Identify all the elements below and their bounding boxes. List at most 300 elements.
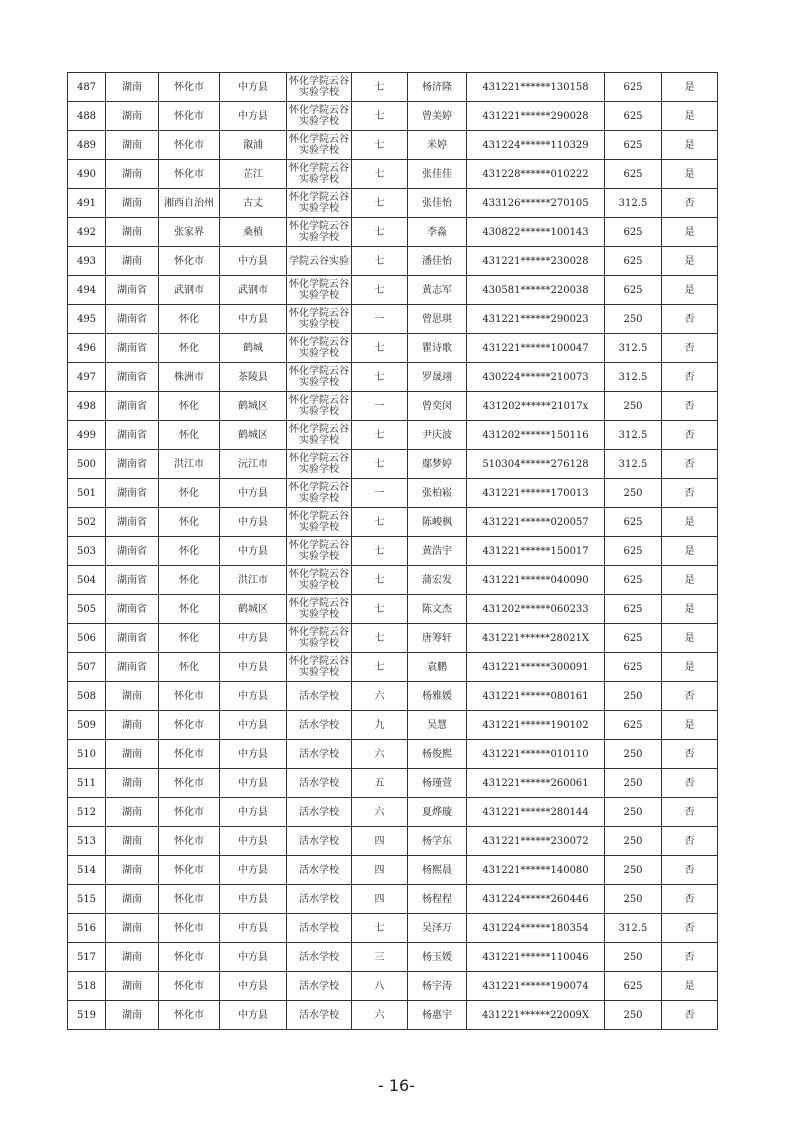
province-cell: 湖南 <box>106 972 159 1001</box>
city-cell: 武钢市 <box>159 276 220 305</box>
amount-cell: 312.5 <box>605 421 662 450</box>
student-name-cell: 曾奕闵 <box>408 392 467 421</box>
id-number-cell: 431221******130158 <box>467 73 605 102</box>
school-cell: 怀化学院云谷实验学校 <box>287 421 352 450</box>
id-number-cell: 431202******150116 <box>467 421 605 450</box>
status-cell: 是 <box>662 276 718 305</box>
id-number-cell: 431221******290023 <box>467 305 605 334</box>
city-cell: 怀化 <box>159 479 220 508</box>
province-cell: 湖南省 <box>106 624 159 653</box>
county-cell: 中方县 <box>220 102 287 131</box>
id-number-cell: 431221******28021X <box>467 624 605 653</box>
row-index-cell: 512 <box>68 798 106 827</box>
table-row <box>68 972 718 1001</box>
table-row <box>68 102 718 131</box>
row-index-cell: 515 <box>68 885 106 914</box>
student-name-cell: 袁鹏 <box>408 653 467 682</box>
county-cell: 中方县 <box>220 508 287 537</box>
id-number-cell: 431221******230072 <box>467 827 605 856</box>
city-cell: 怀化 <box>159 305 220 334</box>
amount-cell: 250 <box>605 1001 662 1030</box>
status-cell: 否 <box>662 740 718 769</box>
amount-cell: 625 <box>605 102 662 131</box>
id-number-cell: 431221******22009X <box>467 1001 605 1030</box>
id-number-cell: 431202******060233 <box>467 595 605 624</box>
county-cell: 中方县 <box>220 247 287 276</box>
student-name-cell: 黄浩宇 <box>408 537 467 566</box>
city-cell: 怀化市 <box>159 682 220 711</box>
province-cell: 湖南 <box>106 711 159 740</box>
grade-cell: 七 <box>352 131 408 160</box>
status-cell: 否 <box>662 943 718 972</box>
table-row <box>68 682 718 711</box>
student-roster-table <box>67 72 718 1030</box>
county-cell: 中方县 <box>220 914 287 943</box>
id-number-cell: 430224******210073 <box>467 363 605 392</box>
county-cell: 中方县 <box>220 537 287 566</box>
city-cell: 怀化 <box>159 624 220 653</box>
row-index-cell: 489 <box>68 131 106 160</box>
province-cell: 湖南 <box>106 73 159 102</box>
row-index-cell: 502 <box>68 508 106 537</box>
amount-cell: 250 <box>605 740 662 769</box>
grade-cell: 一 <box>352 392 408 421</box>
row-index-cell: 507 <box>68 653 106 682</box>
grade-cell: 四 <box>352 827 408 856</box>
id-number-cell: 433126******270105 <box>467 189 605 218</box>
amount-cell: 250 <box>605 943 662 972</box>
table-row <box>68 914 718 943</box>
grade-cell: 七 <box>352 508 408 537</box>
row-index-cell: 491 <box>68 189 106 218</box>
table-row <box>68 595 718 624</box>
school-cell: 怀化学院云谷实验学校 <box>287 160 352 189</box>
id-number-cell: 431224******260446 <box>467 885 605 914</box>
amount-cell: 250 <box>605 305 662 334</box>
status-cell: 是 <box>662 972 718 1001</box>
school-cell: 活水学校 <box>287 769 352 798</box>
county-cell: 溆浦 <box>220 131 287 160</box>
province-cell: 湖南省 <box>106 305 159 334</box>
student-name-cell: 杨雅媛 <box>408 682 467 711</box>
province-cell: 湖南省 <box>106 537 159 566</box>
table-row <box>68 885 718 914</box>
city-cell: 怀化市 <box>159 740 220 769</box>
grade-cell: 四 <box>352 885 408 914</box>
amount-cell: 625 <box>605 508 662 537</box>
province-cell: 湖南省 <box>106 595 159 624</box>
county-cell: 中方县 <box>220 73 287 102</box>
city-cell: 怀化市 <box>159 247 220 276</box>
city-cell: 怀化市 <box>159 943 220 972</box>
city-cell: 怀化 <box>159 421 220 450</box>
id-number-cell: 431221******300091 <box>467 653 605 682</box>
city-cell: 怀化市 <box>159 73 220 102</box>
student-name-cell: 罗晟翊 <box>408 363 467 392</box>
school-cell: 活水学校 <box>287 943 352 972</box>
row-index-cell: 518 <box>68 972 106 1001</box>
city-cell: 怀化市 <box>159 769 220 798</box>
province-cell: 湖南 <box>106 218 159 247</box>
id-number-cell: 431221******280144 <box>467 798 605 827</box>
county-cell: 中方县 <box>220 943 287 972</box>
province-cell: 湖南 <box>106 885 159 914</box>
id-number-cell: 431221******010110 <box>467 740 605 769</box>
province-cell: 湖南 <box>106 914 159 943</box>
county-cell: 桑植 <box>220 218 287 247</box>
county-cell: 茶陵县 <box>220 363 287 392</box>
county-cell: 中方县 <box>220 827 287 856</box>
id-number-cell: 431221******020057 <box>467 508 605 537</box>
school-cell: 怀化学院云谷实验学校 <box>287 102 352 131</box>
grade-cell: 一 <box>352 479 408 508</box>
row-index-cell: 488 <box>68 102 106 131</box>
grade-cell: 一 <box>352 305 408 334</box>
id-number-cell: 431221******290028 <box>467 102 605 131</box>
student-name-cell: 杨学东 <box>408 827 467 856</box>
student-name-cell: 吴慧 <box>408 711 467 740</box>
table-row <box>68 479 718 508</box>
province-cell: 湖南 <box>106 943 159 972</box>
province-cell: 湖南省 <box>106 276 159 305</box>
county-cell: 中方县 <box>220 798 287 827</box>
status-cell: 否 <box>662 334 718 363</box>
province-cell: 湖南 <box>106 827 159 856</box>
table-row <box>68 247 718 276</box>
row-index-cell: 505 <box>68 595 106 624</box>
school-cell: 活水学校 <box>287 798 352 827</box>
amount-cell: 625 <box>605 653 662 682</box>
status-cell: 是 <box>662 595 718 624</box>
grade-cell: 七 <box>352 276 408 305</box>
row-index-cell: 519 <box>68 1001 106 1030</box>
amount-cell: 250 <box>605 856 662 885</box>
student-name-cell: 杨惠宇 <box>408 1001 467 1030</box>
student-name-cell: 黄志军 <box>408 276 467 305</box>
student-name-cell: 杨济隆 <box>408 73 467 102</box>
row-index-cell: 497 <box>68 363 106 392</box>
amount-cell: 312.5 <box>605 363 662 392</box>
id-number-cell: 431221******190074 <box>467 972 605 1001</box>
province-cell: 湖南 <box>106 102 159 131</box>
table-row <box>68 827 718 856</box>
student-name-cell: 曾思琪 <box>408 305 467 334</box>
id-number-cell: 431221******080161 <box>467 682 605 711</box>
grade-cell: 七 <box>352 421 408 450</box>
status-cell: 否 <box>662 1001 718 1030</box>
row-index-cell: 499 <box>68 421 106 450</box>
row-index-cell: 490 <box>68 160 106 189</box>
row-index-cell: 516 <box>68 914 106 943</box>
school-cell: 怀化学院云谷实验学校 <box>287 566 352 595</box>
county-cell: 中方县 <box>220 769 287 798</box>
student-name-cell: 张佳佳 <box>408 160 467 189</box>
table-row <box>68 334 718 363</box>
school-cell: 怀化学院云谷实验学校 <box>287 218 352 247</box>
table-row <box>68 508 718 537</box>
grade-cell: 六 <box>352 740 408 769</box>
id-number-cell: 431221******230028 <box>467 247 605 276</box>
status-cell: 否 <box>662 189 718 218</box>
row-index-cell: 504 <box>68 566 106 595</box>
amount-cell: 625 <box>605 566 662 595</box>
grade-cell: 七 <box>352 160 408 189</box>
province-cell: 湖南 <box>106 856 159 885</box>
province-cell: 湖南 <box>106 160 159 189</box>
id-number-cell: 431224******180354 <box>467 914 605 943</box>
city-cell: 湘西自治州 <box>159 189 220 218</box>
row-index-cell: 495 <box>68 305 106 334</box>
school-cell: 怀化学院云谷实验学校 <box>287 537 352 566</box>
table-row <box>68 1001 718 1030</box>
grade-cell: 九 <box>352 711 408 740</box>
row-index-cell: 500 <box>68 450 106 479</box>
school-cell: 怀化学院云谷实验学校 <box>287 334 352 363</box>
school-cell: 活水学校 <box>287 856 352 885</box>
city-cell: 怀化 <box>159 508 220 537</box>
county-cell: 中方县 <box>220 885 287 914</box>
row-index-cell: 513 <box>68 827 106 856</box>
amount-cell: 625 <box>605 972 662 1001</box>
id-number-cell: 431202******21017x <box>467 392 605 421</box>
status-cell: 是 <box>662 653 718 682</box>
grade-cell: 三 <box>352 943 408 972</box>
status-cell: 否 <box>662 798 718 827</box>
status-cell: 否 <box>662 421 718 450</box>
school-cell: 怀化学院云谷实验学校 <box>287 276 352 305</box>
student-name-cell: 唐筹轩 <box>408 624 467 653</box>
county-cell: 中方县 <box>220 856 287 885</box>
status-cell: 否 <box>662 856 718 885</box>
county-cell: 武钢市 <box>220 276 287 305</box>
table-row <box>68 653 718 682</box>
city-cell: 怀化 <box>159 595 220 624</box>
grade-cell: 七 <box>352 914 408 943</box>
province-cell: 湖南省 <box>106 363 159 392</box>
student-name-cell: 鄢梦婷 <box>408 450 467 479</box>
province-cell: 湖南 <box>106 1001 159 1030</box>
province-cell: 湖南省 <box>106 421 159 450</box>
province-cell: 湖南 <box>106 189 159 218</box>
amount-cell: 250 <box>605 479 662 508</box>
status-cell: 否 <box>662 769 718 798</box>
student-name-cell: 曾美婷 <box>408 102 467 131</box>
table-row <box>68 769 718 798</box>
amount-cell: 250 <box>605 827 662 856</box>
amount-cell: 625 <box>605 595 662 624</box>
student-name-cell: 米婷 <box>408 131 467 160</box>
id-number-cell: 430581******220038 <box>467 276 605 305</box>
grade-cell: 七 <box>352 653 408 682</box>
row-index-cell: 506 <box>68 624 106 653</box>
grade-cell: 七 <box>352 189 408 218</box>
amount-cell: 625 <box>605 218 662 247</box>
amount-cell: 250 <box>605 798 662 827</box>
county-cell: 中方县 <box>220 740 287 769</box>
student-name-cell: 杨俊熙 <box>408 740 467 769</box>
province-cell: 湖南 <box>106 798 159 827</box>
row-index-cell: 514 <box>68 856 106 885</box>
city-cell: 怀化市 <box>159 972 220 1001</box>
table-row <box>68 711 718 740</box>
grade-cell: 七 <box>352 218 408 247</box>
grade-cell: 五 <box>352 769 408 798</box>
row-index-cell: 498 <box>68 392 106 421</box>
table-row <box>68 131 718 160</box>
city-cell: 怀化 <box>159 334 220 363</box>
status-cell: 否 <box>662 450 718 479</box>
student-name-cell: 杨宇涛 <box>408 972 467 1001</box>
id-number-cell: 431228******010222 <box>467 160 605 189</box>
id-number-cell: 431224******110329 <box>467 131 605 160</box>
status-cell: 是 <box>662 247 718 276</box>
student-name-cell: 陈峻枫 <box>408 508 467 537</box>
grade-cell: 六 <box>352 798 408 827</box>
grade-cell: 七 <box>352 334 408 363</box>
amount-cell: 312.5 <box>605 189 662 218</box>
province-cell: 湖南 <box>106 769 159 798</box>
grade-cell: 七 <box>352 73 408 102</box>
county-cell: 鹤城 <box>220 334 287 363</box>
student-name-cell: 杨瑾萱 <box>408 769 467 798</box>
province-cell: 湖南省 <box>106 479 159 508</box>
status-cell: 是 <box>662 537 718 566</box>
city-cell: 怀化 <box>159 653 220 682</box>
province-cell: 湖南省 <box>106 653 159 682</box>
county-cell: 中方县 <box>220 653 287 682</box>
city-cell: 洪江市 <box>159 450 220 479</box>
city-cell: 怀化市 <box>159 914 220 943</box>
id-number-cell: 431221******040090 <box>467 566 605 595</box>
school-cell: 活水学校 <box>287 914 352 943</box>
id-number-cell: 510304******276128 <box>467 450 605 479</box>
city-cell: 怀化市 <box>159 885 220 914</box>
table-row <box>68 160 718 189</box>
school-cell: 怀化学院云谷实验学校 <box>287 73 352 102</box>
amount-cell: 625 <box>605 160 662 189</box>
table-row <box>68 537 718 566</box>
grade-cell: 八 <box>352 972 408 1001</box>
student-name-cell: 杨玉媛 <box>408 943 467 972</box>
amount-cell: 312.5 <box>605 914 662 943</box>
student-name-cell: 夏烨璇 <box>408 798 467 827</box>
amount-cell: 250 <box>605 769 662 798</box>
county-cell: 中方县 <box>220 972 287 1001</box>
row-index-cell: 511 <box>68 769 106 798</box>
row-index-cell: 503 <box>68 537 106 566</box>
county-cell: 中方县 <box>220 479 287 508</box>
row-index-cell: 492 <box>68 218 106 247</box>
school-cell: 怀化学院云谷实验学校 <box>287 624 352 653</box>
school-cell: 怀化学院云谷实验学校 <box>287 392 352 421</box>
student-name-cell: 蒲宏发 <box>408 566 467 595</box>
city-cell: 怀化市 <box>159 827 220 856</box>
student-name-cell: 瞿诗歌 <box>408 334 467 363</box>
status-cell: 否 <box>662 392 718 421</box>
grade-cell: 七 <box>352 566 408 595</box>
school-cell: 活水学校 <box>287 972 352 1001</box>
province-cell: 湖南省 <box>106 334 159 363</box>
school-cell: 怀化学院云谷实验学校 <box>287 479 352 508</box>
status-cell: 否 <box>662 914 718 943</box>
table-row <box>68 363 718 392</box>
table-row <box>68 624 718 653</box>
province-cell: 湖南省 <box>106 508 159 537</box>
amount-cell: 625 <box>605 73 662 102</box>
school-cell: 活水学校 <box>287 711 352 740</box>
province-cell: 湖南 <box>106 682 159 711</box>
id-number-cell: 431221******260061 <box>467 769 605 798</box>
county-cell: 古丈 <box>220 189 287 218</box>
school-cell: 怀化学院云谷实验学校 <box>287 653 352 682</box>
status-cell: 是 <box>662 160 718 189</box>
amount-cell: 625 <box>605 131 662 160</box>
status-cell: 是 <box>662 624 718 653</box>
city-cell: 怀化市 <box>159 102 220 131</box>
status-cell: 否 <box>662 305 718 334</box>
school-cell: 学院云谷实验 <box>287 247 352 276</box>
table-row <box>68 740 718 769</box>
amount-cell: 250 <box>605 392 662 421</box>
table-row <box>68 392 718 421</box>
city-cell: 怀化市 <box>159 711 220 740</box>
county-cell: 中方县 <box>220 305 287 334</box>
row-index-cell: 509 <box>68 711 106 740</box>
student-name-cell: 吴泽万 <box>408 914 467 943</box>
row-index-cell: 508 <box>68 682 106 711</box>
row-index-cell: 487 <box>68 73 106 102</box>
grade-cell: 七 <box>352 624 408 653</box>
school-cell: 怀化学院云谷实验学校 <box>287 305 352 334</box>
school-cell: 活水学校 <box>287 827 352 856</box>
row-index-cell: 517 <box>68 943 106 972</box>
student-name-cell: 杨程程 <box>408 885 467 914</box>
school-cell: 怀化学院云谷实验学校 <box>287 508 352 537</box>
city-cell: 怀化市 <box>159 160 220 189</box>
roster-body <box>68 73 718 1030</box>
county-cell: 中方县 <box>220 711 287 740</box>
county-cell: 洪江市 <box>220 566 287 595</box>
amount-cell: 250 <box>605 682 662 711</box>
county-cell: 芷江 <box>220 160 287 189</box>
row-index-cell: 501 <box>68 479 106 508</box>
row-index-cell: 510 <box>68 740 106 769</box>
status-cell: 是 <box>662 218 718 247</box>
school-cell: 活水学校 <box>287 885 352 914</box>
city-cell: 张家界 <box>159 218 220 247</box>
school-cell: 活水学校 <box>287 740 352 769</box>
province-cell: 湖南 <box>106 740 159 769</box>
table-row <box>68 189 718 218</box>
county-cell: 中方县 <box>220 624 287 653</box>
amount-cell: 312.5 <box>605 334 662 363</box>
id-number-cell: 431221******150017 <box>467 537 605 566</box>
school-cell: 活水学校 <box>287 682 352 711</box>
county-cell: 鹤城区 <box>220 392 287 421</box>
table-row <box>68 943 718 972</box>
province-cell: 湖南省 <box>106 450 159 479</box>
page-number: - 16- <box>378 1076 415 1095</box>
table-row <box>68 73 718 102</box>
row-index-cell: 496 <box>68 334 106 363</box>
table-row <box>68 305 718 334</box>
student-name-cell: 陈文杰 <box>408 595 467 624</box>
id-number-cell: 431221******110046 <box>467 943 605 972</box>
amount-cell: 250 <box>605 885 662 914</box>
grade-cell: 六 <box>352 682 408 711</box>
table-row <box>68 566 718 595</box>
city-cell: 株洲市 <box>159 363 220 392</box>
